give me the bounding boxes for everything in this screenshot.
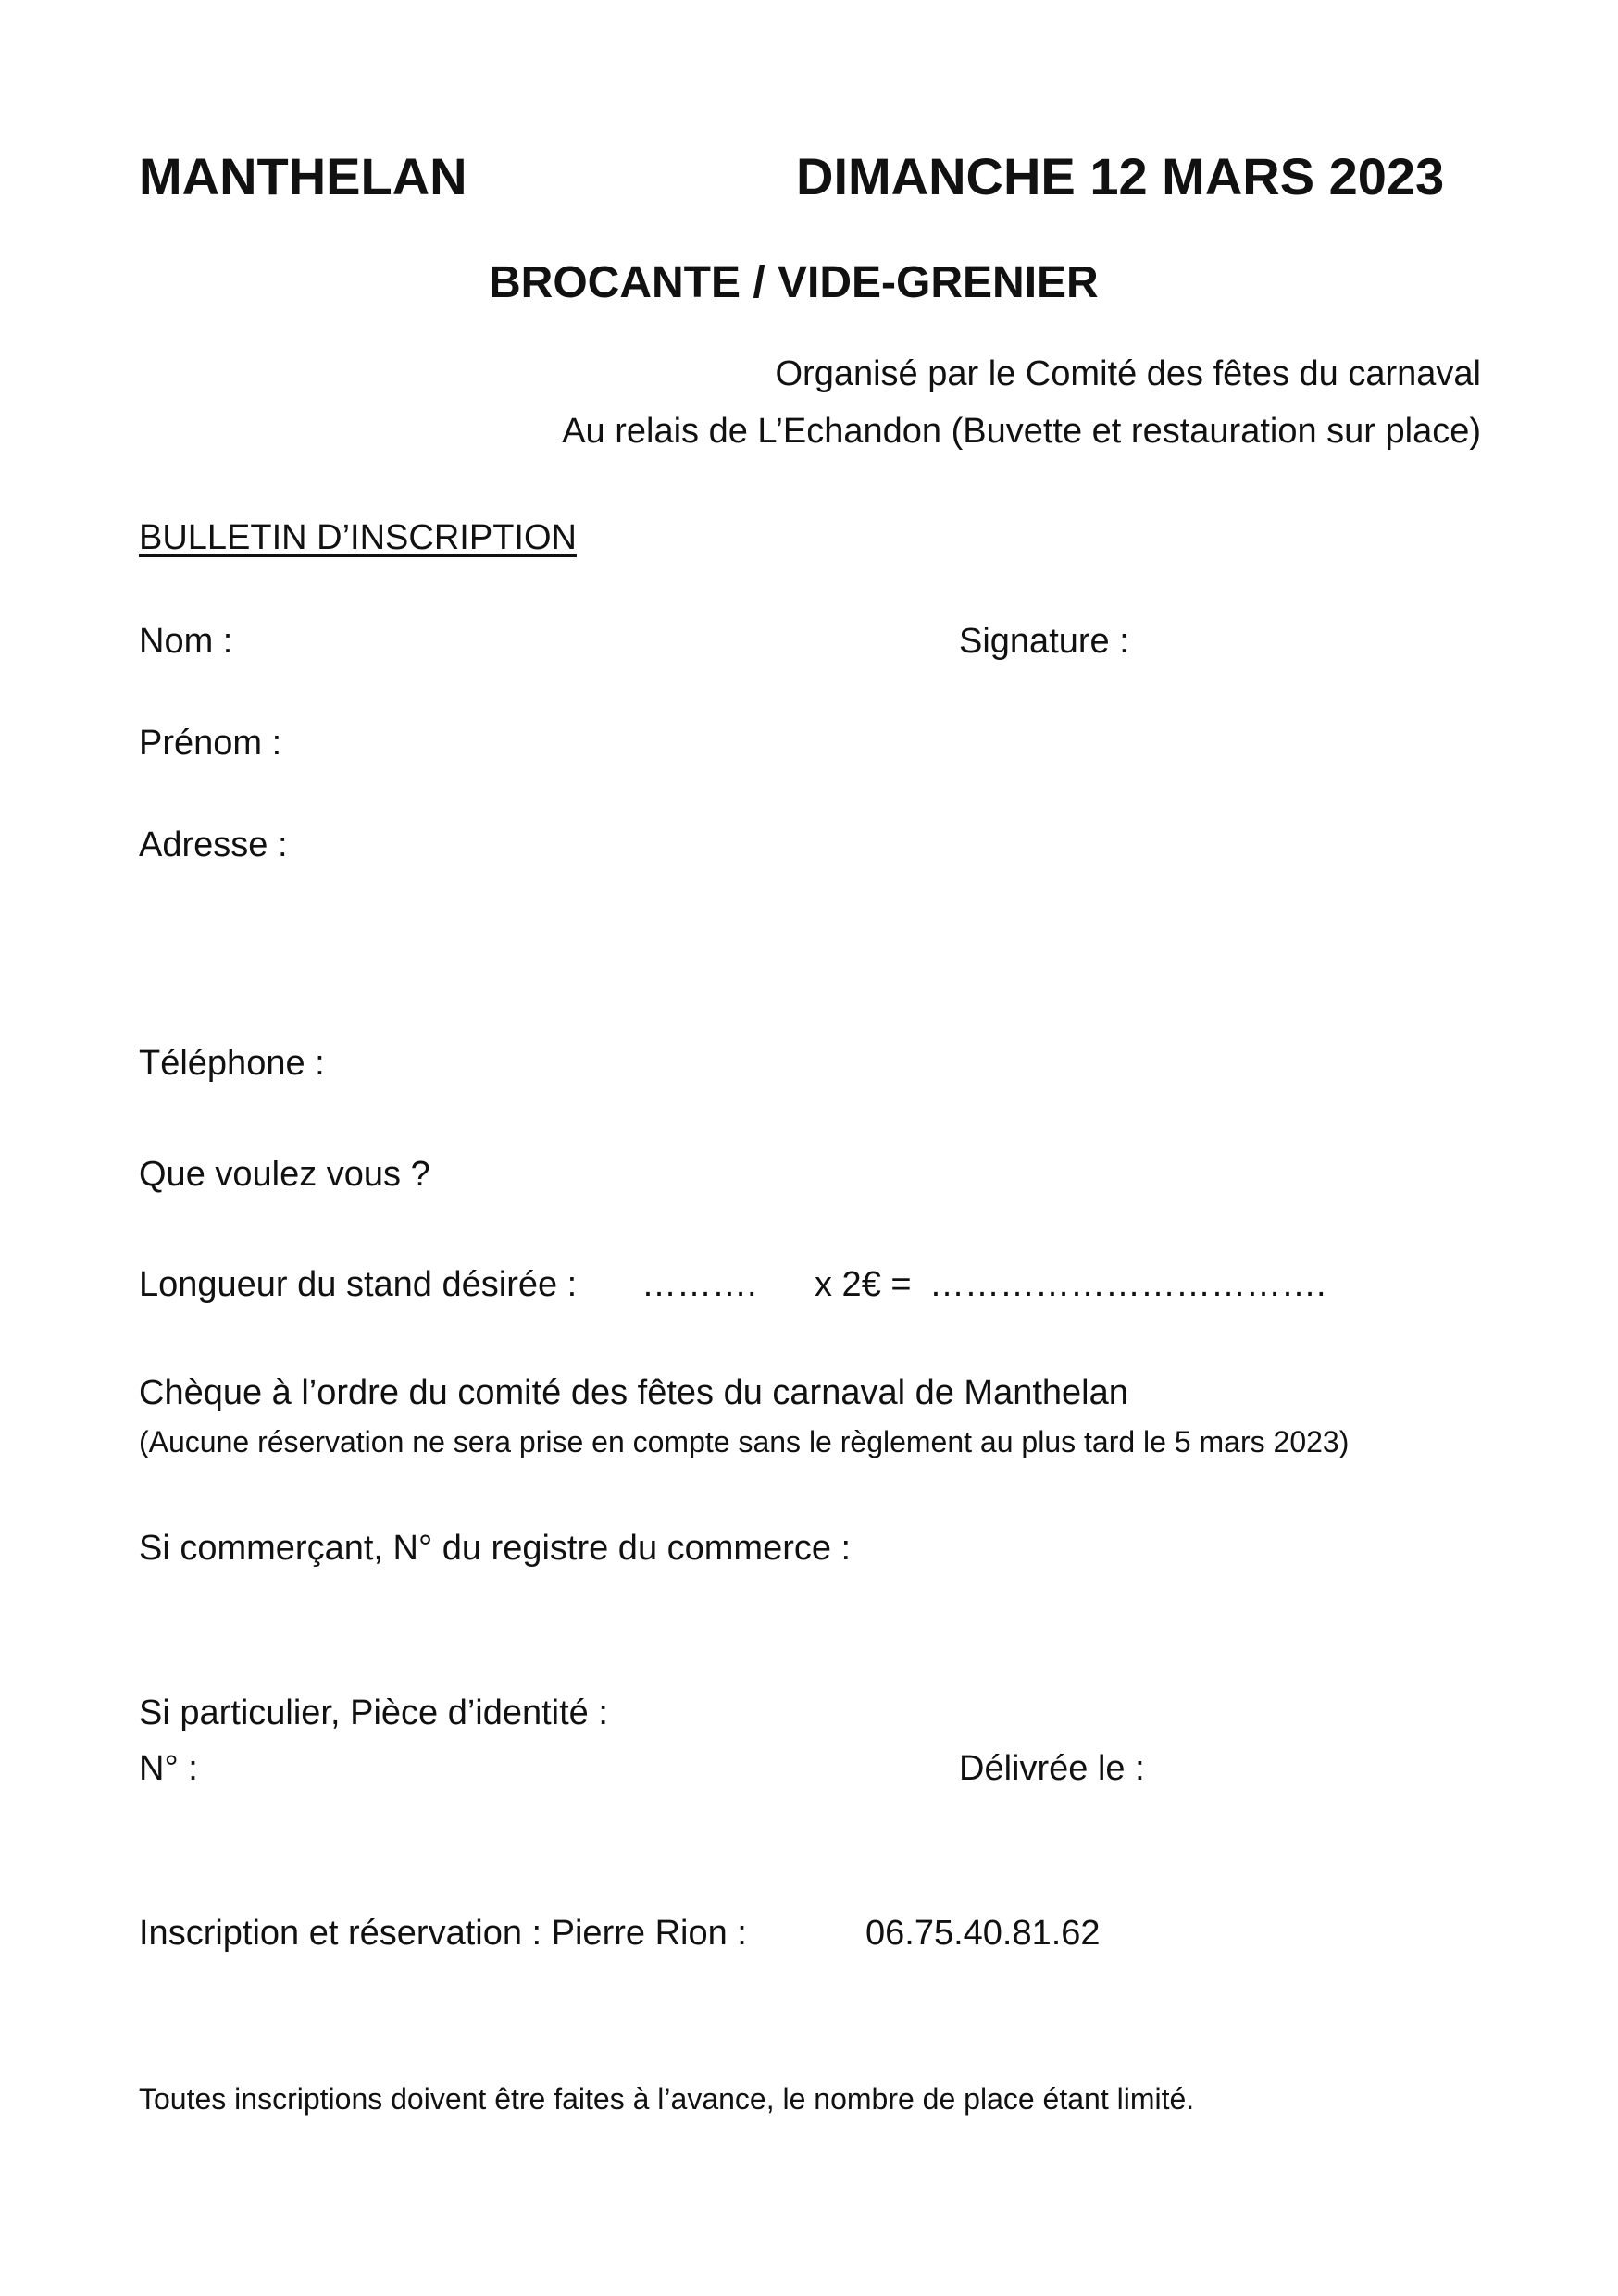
commercant-label: Si commerçant, N° du registre du commerce : bbox=[139, 1529, 852, 1568]
question-label: Que voulez vous ? bbox=[139, 1155, 430, 1194]
stand-length-label: Longueur du stand désirée : bbox=[139, 1265, 578, 1304]
footer-note: Toutes inscriptions doivent être faites à l’avance, le nombre de place étant limité. bbox=[139, 2082, 1195, 2116]
contact-label: Inscription et réservation : Pierre Rion : bbox=[139, 1914, 747, 1953]
form-title: BULLETIN D’INSCRIPTION bbox=[139, 518, 577, 557]
telephone-label: Téléphone : bbox=[139, 1044, 325, 1083]
cheque-line: Chèque à l’ordre du comité des fêtes du carnaval de Manthelan bbox=[139, 1373, 1128, 1412]
contact-phone: 06.75.40.81.62 bbox=[865, 1914, 1101, 1953]
id-number-label: N° : bbox=[139, 1749, 198, 1788]
nom-label: Nom : bbox=[139, 622, 233, 661]
prenom-label: Prénom : bbox=[139, 724, 282, 763]
organizer-line: Organisé par le Comité des fêtes du carnaval bbox=[775, 354, 1481, 393]
price-dots: ……………………………. bbox=[929, 1265, 1326, 1304]
event-title: BROCANTE / VIDE-GRENIER bbox=[489, 258, 1099, 307]
event-date: DIMANCHE 12 MARS 2023 bbox=[796, 147, 1445, 205]
town-name: MANTHELAN bbox=[139, 147, 467, 205]
particulier-label: Si particulier, Pièce d’identité : bbox=[139, 1694, 608, 1732]
price-label: x 2€ = bbox=[815, 1265, 912, 1304]
venue-line: Au relais de L’Echandon (Buvette et restauration sur place) bbox=[562, 412, 1481, 451]
signature-label: Signature : bbox=[959, 622, 1129, 661]
stand-length-dots: ………. bbox=[641, 1265, 757, 1304]
cheque-note: (Aucune réservation ne sera prise en compte sans le règlement au plus tard le 5 mars 2023) bbox=[139, 1425, 1350, 1458]
delivree-label: Délivrée le : bbox=[959, 1749, 1145, 1788]
adresse-label: Adresse : bbox=[139, 825, 288, 864]
